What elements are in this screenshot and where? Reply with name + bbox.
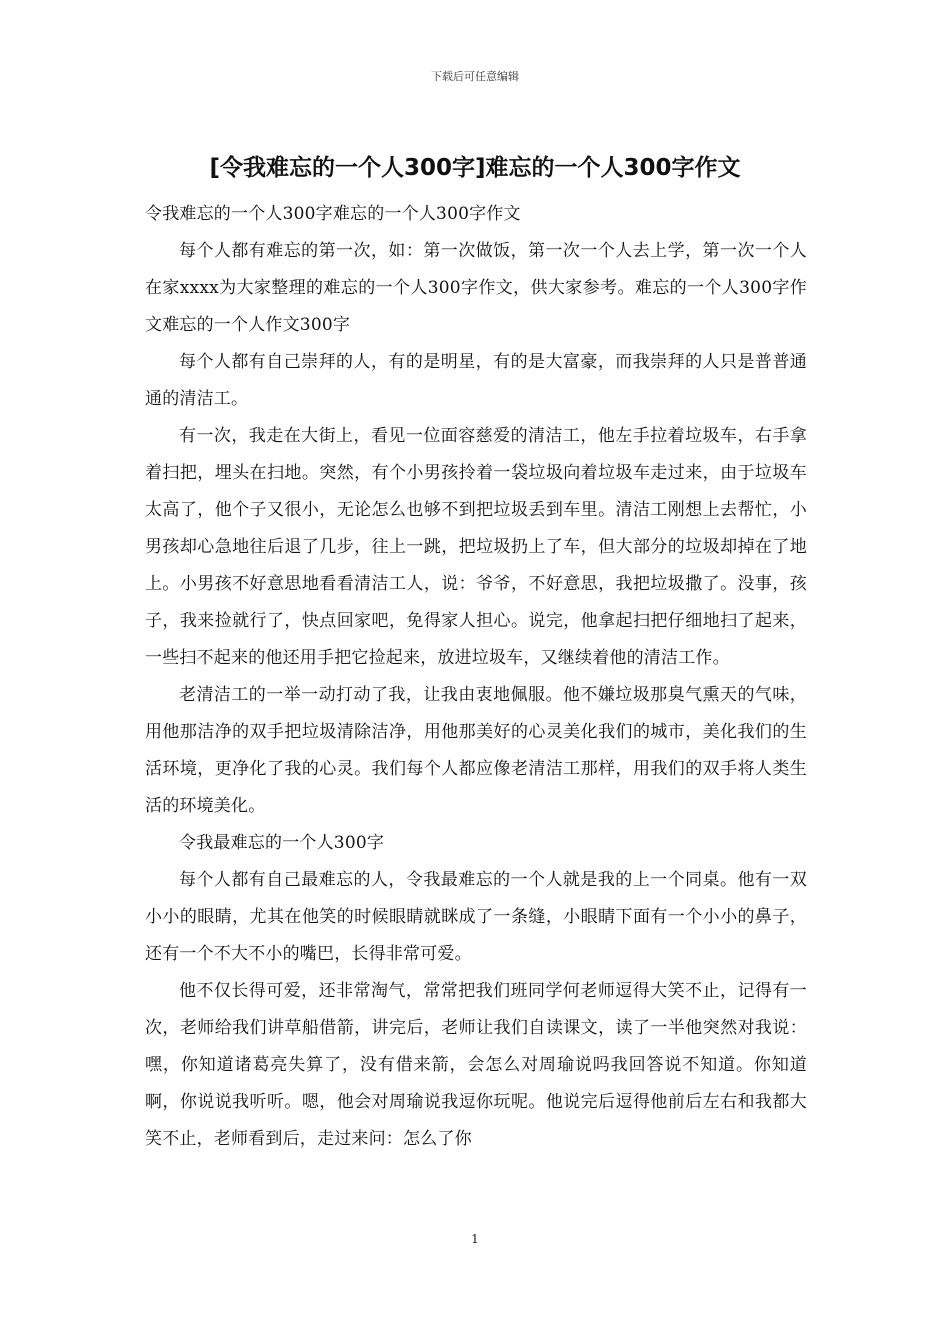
document-title: [令我难忘的一个人300字]难忘的一个人300字作文 bbox=[209, 155, 741, 181]
paragraph: 每个人都有难忘的第一次，如：第一次做饭，第一次一个人去上学，第一次一个人在家xxxx为大家整理的难忘的一个人300字作文，供大家参考。难忘的一个人300字作文难忘的一个人作文300字 bbox=[145, 241, 807, 335]
page-number: 1 bbox=[471, 1232, 479, 1246]
paragraph: 每个人都有自己崇拜的人，有的是明星，有的是大富豪，而我崇拜的人只是普普通通的清洁工。 bbox=[145, 352, 807, 409]
paragraph: 老清洁工的一举一动打动了我，让我由衷地佩服。他不嫌垃圾那臭气熏天的气味，用他那洁净的双手把垃圾清除洁净，用他那美好的心灵美化我们的城市，美化我们的生活环境，更净化了我的心灵。我们每个人都应像老清洁工那样，用我们的双手将人类生活的环境美化。 bbox=[145, 685, 807, 816]
paragraph: 他不仅长得可爱，还非常淘气，常常把我们班同学何老师逗得大笑不止，记得有一次，老师给我们讲草船借箭，讲完后，老师让我们自读课文，读了一半他突然对我说：嘿，你知道诸葛亮失算了，没有借来箭，会怎么对周瑜说吗我回答说不知道。你知道啊，你说说我听听。嗯，他会对周瑜说我逗你玩呢。他说完后逗得他前后左右和我都大笑不止，老师看到后，走过来问：怎么了你 bbox=[145, 981, 807, 1149]
header-note: 下载后可任意编辑 bbox=[431, 70, 519, 83]
paragraph: 每个人都有自己最难忘的人，令我最难忘的一个人就是我的上一个同桌。他有一双小小的眼睛，尤其在他笑的时候眼睛就眯成了一条缝，小眼睛下面有一个小小的鼻子，还有一个不大不小的嘴巴，长得非常可爱。 bbox=[145, 870, 807, 964]
section-heading: 令我最难忘的一个人300字 bbox=[179, 833, 385, 853]
document-body bbox=[145, 196, 807, 1158]
paragraph: 有一次，我走在大街上，看见一位面容慈爱的清洁工，他左手拉着垃圾车，右手拿着扫把，埋头在扫地。突然，有个小男孩拎着一袋垃圾向着垃圾车走过来，由于垃圾车太高了，他个子又很小，无论怎么也够不到把垃圾丢到车里。清洁工刚想上去帮忙，小男孩却心急地往后退了几步，往上一跳，把垃圾扔上了车，但大部分的垃圾却掉在了地上。小男孩不好意思地看看清洁工人，说：爷爷，不好意思，我把垃圾撒了。没事，孩子，我来捡就行了，快点回家吧，免得家人担心。说完，他拿起扫把仔细地扫了起来，一些扫不起来的他还用手把它捡起来，放进垃圾车，又继续着他的清洁工作。 bbox=[145, 426, 807, 668]
subtitle-line: 令我难忘的一个人300字难忘的一个人300字作文 bbox=[145, 204, 521, 224]
